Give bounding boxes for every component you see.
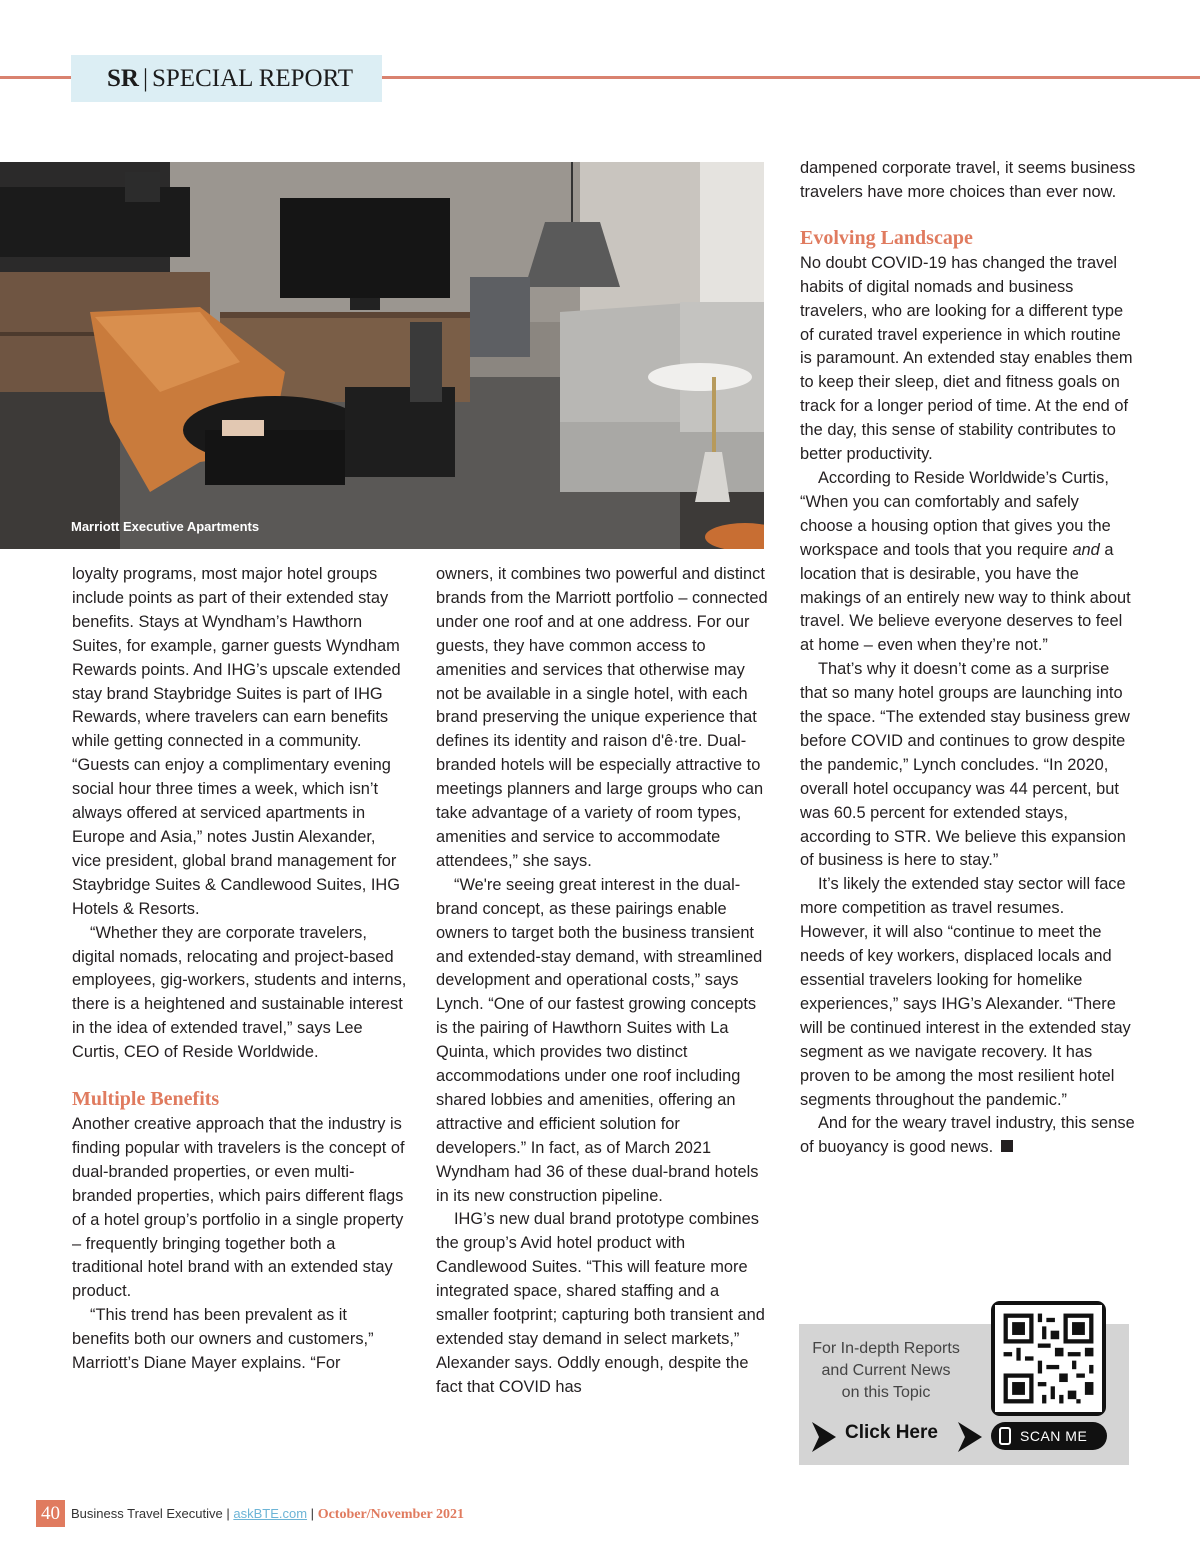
section-title: SPECIAL REPORT [151,64,354,92]
end-of-article-mark [1001,1140,1013,1152]
subheading-multiple-benefits: Multiple Benefits [72,1088,220,1111]
qr-code[interactable] [991,1301,1106,1416]
paragraph: loyalty programs, most major hotel groups include points as part of their extended stay benefits. Stays at Wyndham’s Hawthorn Suites, for example, garner guests Wyndham Rewards points. And IHG’s upscale extended stay brand Staybridge Suites is part of IHG Rewards, where travelers can earn benefits while getting connected in a community. “Guests can enjoy a complimentary evening social hour three times a week, which isn’t always offered at serviced apartments in Europe and Asia,” notes Justin Alexander, vice president, global brand management for Staybridge Suites & Candlewood Suites, IHG Hotels & Resorts. [72,565,401,918]
paragraph: owners, it combines two powerful and distinct brands from the Marriott portfolio – connected under one roof and at one address. For our guests, they have common access to amenities and services that otherwise may not be available in a single hotel, with each brand preserving the unique experience that defines its identity and raison d'ê·tre. Dual-branded hotels will be especially attractive to meetings planners and large groups who can take advantage of a variety of room types, amenities and service to accommodate attendees,” she says. [436,565,768,870]
section-abbr: SR [107,64,139,92]
qr-code-icon [995,1305,1102,1412]
footer [71,1506,464,1523]
paragraph-emphasis: and [1072,540,1100,559]
click-here-link[interactable]: Click Here [845,1422,938,1443]
photo-caption: Marriott Executive Apartments [71,519,260,534]
header-rule-right [382,76,1200,79]
promo-text [804,1338,968,1404]
text-column-2 [436,563,772,1400]
phone-icon [999,1427,1011,1445]
arrow-right-icon [956,1420,984,1454]
section-header [71,55,382,102]
text-column-3 [800,157,1136,1160]
paragraph: Another creative approach that the industry is finding popular with travelers is the concept of dual-branded properties, or even multi-branded properties, which pairs different flags of a hotel group’s portfolio in a single property – frequently bringing together both a traditional hotel brand with an extended stay product. [72,1115,405,1301]
section-separator: | [142,64,148,92]
text-column-1 [72,563,408,1376]
website-link[interactable]: askBTE.com [233,1506,308,1521]
subheading-evolving-landscape: Evolving Landscape [800,226,973,249]
paragraph: No doubt COVID-19 has changed the travel habits of digital nomads and business travelers, who are looking for a different type of curated travel experience in which routine is paramount. An extended stay enables them to keep their sleep, diet and fitness goals on track for a longer period of time. At the end of the day, this sense of stability contributes to better productivity. [800,253,1133,464]
footer-separator: | [310,1506,315,1521]
scan-me-button[interactable] [991,1422,1107,1450]
paragraph: It’s likely the extended stay sector will face more competition as travel resumes. However, it will also “continue to meet the needs of key workers, displaced locals and essential travelers looking for homelike experiences,” says IHG’s Alexander. “There will be continued interest in the extended stay segment as we navigate recovery. It has proven to be among the most resilient hotel segments throughout the pandemic.” [800,875,1131,1109]
paragraph-text: According to Reside Worldwide’s Curtis, “When you can comfortably and safely choose a housing option that gives you the workspace and tools that you require [800,468,1111,559]
article-photo [0,162,764,549]
publication-name: Business Travel Executive | [71,1506,230,1521]
page-number: 40 [36,1500,65,1527]
paragraph: dampened corporate travel, it seems business travelers have more choices than ever now. [800,159,1136,201]
scan-me-label: SCAN ME [1020,1428,1088,1444]
issue-date: October/November 2021 [317,1507,465,1522]
paragraph: “This trend has been prevalent as it benefits both our owners and customers,” Marriott’s Diane Mayer explains. “For [72,1306,374,1373]
header-rule-left [0,76,74,79]
paragraph [800,467,1136,658]
paragraph: IHG’s new dual brand prototype combines the group’s Avid hotel product with Candlewood Suites. “This will feature more integrated space, shared staffing and a smaller footprint; capturing both transient and extended stay demand in select markets,” Alexander says. Oddly enough, despite the fact that COVID has [436,1210,765,1396]
promo-line: and Current News [821,1362,951,1379]
paragraph-text: a location that is desirable, you have the makings of an entirely new way to think about travel. We believe everyone deserves to feel at home – even when they’re not.” [800,540,1131,655]
paragraph [800,1112,1136,1160]
paragraph: That’s why it doesn’t come as a surprise that so many hotel groups are launching into the space. “The extended stay business grew before COVID and continues to grow despite the pandemic,” Lynch concludes. “In 2020, overall hotel occupancy was 44 percent, but was 60.5 percent for extended stays, according to STR. We believe this expansion of business is here to stay.” [800,660,1130,870]
paragraph: “Whether they are corporate travelers, digital nomads, relocating and project-based employees, gig-workers, students and interns, there is a heightened and sustainable interest in the idea of extended travel,” says Lee Curtis, CEO of Reside Worldwide. [72,923,407,1062]
paragraph-text: And for the weary travel industry, this sense of buoyancy is good news. [800,1114,1135,1157]
paragraph: “We're seeing great interest in the dual-brand concept, as these pairings enable owners to target both the business transient and extended-stay demand, with streamlined development and operational costs,” says Lynch. “One of our fastest growing concepts is the pairing of Hawthorn Suites with La Quinta, which provides two distinct accommodations under one roof including shared lobbies and amenities, offering an attractive and efficient solution for developers.” In fact, as of March 2021 Wyndham had 36 of these dual-brand hotels in its new construction pipeline. [436,875,763,1205]
arrow-right-icon[interactable] [810,1420,838,1454]
promo-line: on this Topic [841,1384,931,1401]
promo-line: For In-depth Reports [812,1340,960,1357]
